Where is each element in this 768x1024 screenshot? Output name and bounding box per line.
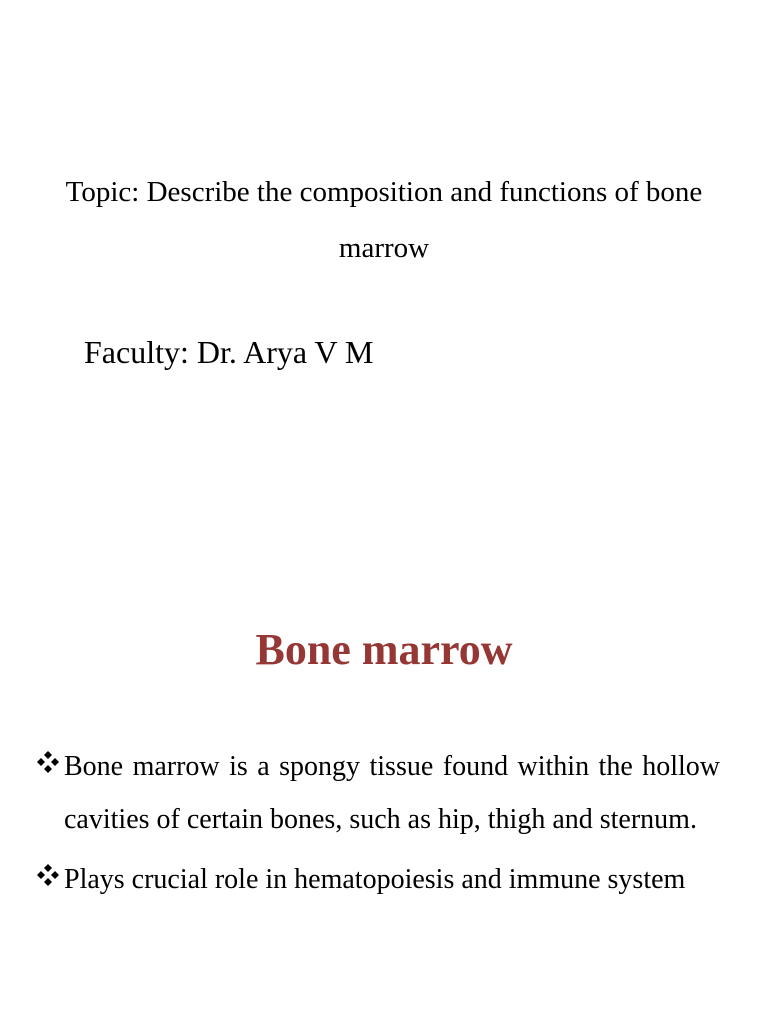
diamond-bullet-icon: [34, 853, 62, 906]
topic-heading: Topic: Describe the composition and functions of bone marrow: [65, 176, 703, 264]
faculty-line: Faculty: Dr. Arya V M: [84, 334, 374, 370]
bullet-item: [34, 740, 720, 846]
section-title: Bone marrow: [255, 625, 513, 674]
bullet-list: [34, 740, 720, 913]
diamond-bullet-icon: [34, 740, 62, 793]
bullet-text: Bone marrow is a spongy tissue found within the hollow cavities of certain bones, such as hip, thigh and sternum.: [64, 751, 720, 835]
bullet-text: Plays crucial role in hematopoiesis and immune system: [64, 864, 686, 895]
bullet-item: [34, 853, 720, 906]
